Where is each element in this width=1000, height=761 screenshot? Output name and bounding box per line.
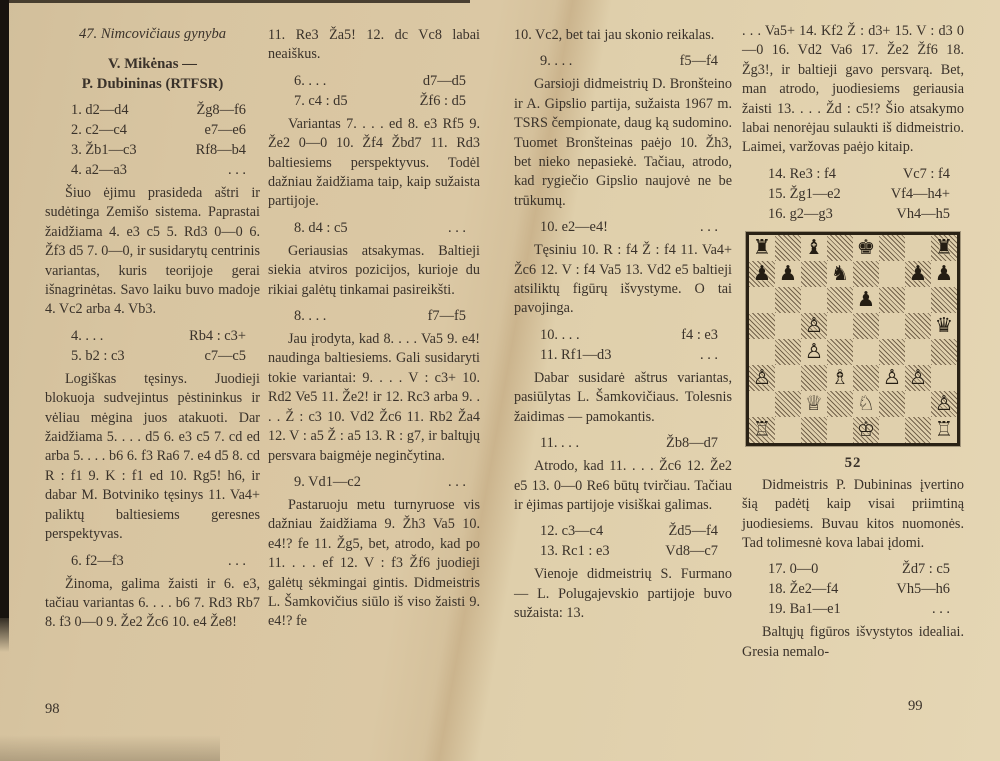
board-square: [749, 235, 775, 261]
board-square: [879, 417, 905, 443]
commentary-paragraph: Žinoma, galima žaisti ir 6. e3, tačiau variantas 6. . . . b6 7. Rd3 Rb7 8. f3 0—0 9. Že2 Žc6 10. e4 Že8!: [45, 575, 260, 631]
board-square: [775, 261, 801, 287]
black-piece: ♟: [856, 286, 876, 311]
move-row: 12. c3—c4 Žd5—f4: [540, 523, 718, 540]
board-square: [749, 391, 775, 417]
board-square: [775, 235, 801, 261]
commentary-paragraph: Vienoje didmeistrių S. Furmano — L. Polugajevskio partijoje buvo sužaista: 13.: [514, 566, 732, 622]
white-piece: ♔: [856, 416, 876, 441]
white-piece: ♖: [934, 416, 954, 441]
board-square: [853, 417, 879, 443]
commentary-paragraph: Atrodo, kad 11. . . . Žc6 12. Že2 e5 13. 0—0 Re6 būtų tvirčiau. Tačiau ir ėjimas partijoje visiškai galimas.: [514, 458, 732, 513]
commentary-paragraph: Garsioji didmeistrių D. Bronšteino ir A. Gipslio partija, sužaista 1967 m. TSRS čempionate, daug ką sudomino. Tuomet Bronšteinas paėjo 10. Žh3, bet nieko nepasiekė. Tačiau, atrodo, kad rygiečio Gipslio naujovė ne be trūkumų.: [514, 76, 732, 209]
board-square: [879, 235, 905, 261]
board-square: [801, 365, 827, 391]
white-piece: ♘: [856, 390, 876, 415]
board-square: [749, 339, 775, 365]
move-row: 9. . . . f5—f4: [540, 53, 718, 70]
board-square: [827, 339, 853, 365]
commentary-paragraph: . . . Va5+ 14. Kf2 Ž : d3+ 15. V : d3 0—0 16. Vd2 Va6 17. Že2 Žf6 18. Žg3!, ir baltieji gavo persvarą. Bet, man atrodo, juodiesiems geriausia žaisti 13. . . . Žd : c5!? Šio atsakymo labai nenorėjau sulaukti iš didmeistrio. Laimei, varžovas paėjo kitaip.: [742, 23, 964, 156]
page-number-right: 99: [908, 698, 923, 714]
move-row: 2. c2—c4 e7—e6: [71, 122, 246, 138]
moves-block: [514, 217, 732, 237]
black-piece: ♞: [830, 260, 850, 285]
moves-opening: [45, 100, 260, 180]
board-square: [749, 313, 775, 339]
commentary-paragraph: 11. Re3 Ža5! 12. dc Vc8 labai neaiškus.: [268, 27, 480, 63]
player-black: P. Dubininas (RTFSR): [81, 76, 224, 92]
moves-block: [514, 521, 732, 561]
board-square: [749, 365, 775, 391]
white-piece: ♙: [934, 390, 954, 415]
board-square: [827, 391, 853, 417]
board-square: [853, 313, 879, 339]
right-page-column-1: [514, 22, 732, 624]
board-square: [931, 391, 957, 417]
move-row: 10. e2—e4! . . .: [540, 219, 718, 236]
moves-block: [268, 71, 480, 111]
board-square: [827, 365, 853, 391]
black-piece: ♝: [804, 234, 824, 259]
board-square: [827, 287, 853, 313]
white-piece: ♙: [804, 338, 824, 363]
black-piece: ♚: [856, 234, 876, 259]
move-row: 18. Že2—f4 Vh5—h6: [768, 581, 950, 598]
board-square: [931, 365, 957, 391]
board-square: [905, 391, 931, 417]
white-piece: ♙: [752, 364, 772, 389]
black-piece: ♟: [908, 260, 928, 285]
board-square: [801, 313, 827, 339]
white-piece: ♗: [830, 364, 850, 389]
board-square: [801, 417, 827, 443]
move-row: 3. Žb1—c3 Rf8—b4: [71, 142, 246, 158]
white-piece: ♙: [804, 312, 824, 337]
moves-block: [45, 551, 260, 571]
board-square: [905, 287, 931, 313]
commentary-paragraph: Geriausias atsakymas. Baltieji siekia atviros pozicijos, kurioje du rikiai galėtų tinkamai pasireikšti.: [268, 242, 480, 298]
board-square: [905, 261, 931, 287]
moves-block: [268, 218, 480, 238]
moves-block: [742, 164, 964, 224]
moves-block: [514, 325, 732, 365]
board-square: [931, 339, 957, 365]
commentary-paragraph: Dabar susidarė aštrus variantas, pasiūlytas L. Šamkovičiaus. Tolesnis žaidimas — pamokantis.: [514, 369, 732, 425]
black-piece: ♛: [934, 312, 954, 337]
move-row: 7. c4 : d5 Žf6 : d5: [294, 92, 466, 109]
board-square: [853, 261, 879, 287]
board-square: [905, 417, 931, 443]
commentary-paragraph: Variantas 7. . . . ed 8. e3 Rf5 9. Že2 0—0 10. Žf4 Žbd7 11. Rd3 baltiesiems perspektyvus. Todėl dažniau žaidžiama taip, kaip sužaista partijoje.: [268, 115, 480, 210]
diagram-caption: 52: [844, 454, 862, 471]
moves-block: [514, 51, 732, 71]
right-page-column-2: [742, 18, 964, 662]
board-square: [853, 391, 879, 417]
board-square: [853, 365, 879, 391]
move-row: 11. Rf1—d3 . . .: [540, 346, 718, 363]
board-square: [879, 339, 905, 365]
black-piece: ♟: [752, 260, 772, 285]
chess-board: [746, 232, 960, 446]
black-piece: ♜: [934, 234, 954, 259]
board-square: [801, 391, 827, 417]
move-row: 1. d2—d4 Žg8—f6: [71, 102, 246, 118]
board-square: [775, 313, 801, 339]
black-piece: ♜: [752, 234, 772, 259]
left-page-column-1: [45, 26, 260, 633]
board-square: [853, 339, 879, 365]
chapter-heading: 47. Nimcovičiaus gynyba: [78, 26, 227, 42]
move-row: 8. d4 : c5 . . .: [294, 219, 466, 236]
board-square: [827, 313, 853, 339]
move-row: 17. 0—0 Žd7 : c5: [768, 561, 950, 578]
board-square: [931, 261, 957, 287]
move-row: 10. . . . f4 : e3: [540, 326, 718, 343]
board-square: [775, 365, 801, 391]
commentary-paragraph: Logiškas tęsinys. Juodieji blokuoja sudvejintus pėstininkus ir vėliau mėgina juos atakuoti. Dar žaidžiama 5. . . . d5 6. e3 c5 7. cd ed arba 5. . . . b6 6. f3 Ra6 7. e4 d5 8. cd R : f1 9. K : f1 ed 10. Rg5! h6, ir dabar M. Botviniko tęsinys 11. Va4+ paliktų baltiesiems geresnes perspektyvas.: [45, 370, 260, 543]
board-square: [801, 261, 827, 287]
board-square: [879, 365, 905, 391]
board-square: [827, 235, 853, 261]
board-square: [801, 235, 827, 261]
board-square: [905, 339, 931, 365]
white-piece: ♙: [882, 364, 902, 389]
board-square: [905, 235, 931, 261]
scan-left-edge-fade: [0, 612, 9, 652]
move-row: 6. . . . d7—d5: [294, 72, 466, 89]
move-row: 11. . . . Žb8—d7: [540, 435, 718, 452]
player-white: V. Mikėnas —: [108, 56, 197, 72]
commentary-paragraph: Tęsiniu 10. R : f4 Ž : f4 11. Va4+ Žc6 12. V : f4 Va5 13. Vd2 e5 baltieji atsiliktų figūrų išvystyme. O tai pavojinga.: [514, 242, 732, 317]
move-row: 4. . . . Rb4 : c3+: [71, 327, 246, 344]
board-square: [931, 235, 957, 261]
scan-corner-shadow: [0, 735, 220, 761]
board-square: [853, 287, 879, 313]
move-row: 16. g2—g3 Vh4—h5: [768, 205, 950, 222]
board-square: [775, 417, 801, 443]
moves-block: [45, 326, 260, 366]
commentary-paragraph: Šiuo ėjimu prasideda aštri ir sudėtinga Zemišo sistema. Paprastai žaidžiama 4. e3 c5 5. Rd3 0—0 6. Žf3 d5 7. 0—0, ir susidarytų centrinis variantas, kuris teorijoje gerai išnagrinėtas. Savo laiku buvo madoje 4. Vc2 arba 4. Vb3.: [45, 185, 260, 318]
board-square: [775, 339, 801, 365]
moves-block: [514, 433, 732, 453]
white-piece: ♖: [752, 416, 772, 441]
board-square: [931, 313, 957, 339]
board-square: [775, 391, 801, 417]
move-row: 8. . . . f7—f5: [294, 308, 466, 325]
left-page-column-2: [268, 22, 480, 632]
board-square: [931, 287, 957, 313]
board-square: [879, 313, 905, 339]
board-square: [931, 417, 957, 443]
scan-left-edge: [0, 0, 9, 618]
board-square: [827, 417, 853, 443]
move-row: 5. b2 : c3 c7—c5: [71, 347, 246, 364]
board-square: [749, 261, 775, 287]
board-square: [749, 287, 775, 313]
white-piece: ♕: [804, 390, 824, 415]
black-piece: ♟: [778, 260, 798, 285]
move-row: 4. a2—a3 . . .: [71, 162, 246, 178]
board-square: [905, 313, 931, 339]
board-square: [879, 261, 905, 287]
board-square: [801, 287, 827, 313]
board-square: [801, 339, 827, 365]
board-square: [879, 391, 905, 417]
board-square: [905, 365, 931, 391]
moves-block: [742, 559, 964, 619]
chess-diagram: [742, 232, 964, 472]
moves-block: [268, 306, 480, 326]
commentary-paragraph: 10. Vc2, bet tai jau skonio reikalas.: [514, 27, 715, 43]
move-row: 15. Žg1—e2 Vf4—h4+: [768, 185, 950, 202]
move-row: 19. Ba1—e1 . . .: [768, 601, 950, 618]
black-piece: ♟: [934, 260, 954, 285]
players-heading: [45, 54, 260, 94]
commentary-paragraph: Pastaruoju metu turnyruose vis dažniau žaidžiama 9. Žh3 Va5 10. e4!? fe 11. Žg5, bet, atrodo, kad po 11. . . . ef 12. V : f3 Žf6 juodieji galėtų sėkmingai gintis. Didmeistris L. Šamkovičius siūlo iš viso žaisti 9. e4!? fe: [268, 496, 480, 630]
move-row: 14. Re3 : f4 Vc7 : f4: [768, 165, 950, 182]
board-square: [749, 417, 775, 443]
board-square: [853, 235, 879, 261]
commentary-paragraph: Didmeistris P. Dubininas įvertino šią padėtį kaip visai priimtiną juodiesiems. Buvau kitos nuomonės. Tad tolimesnė kova labai įdomi.: [742, 476, 964, 552]
move-row: 6. f2—f3 . . .: [71, 552, 246, 569]
moves-block: [268, 472, 480, 492]
board-square: [827, 261, 853, 287]
board-square: [879, 287, 905, 313]
board-square: [775, 287, 801, 313]
move-row: 9. Vd1—c2 . . .: [294, 473, 466, 490]
white-piece: ♙: [908, 364, 928, 389]
commentary-paragraph: Baltųjų figūros išvystytos idealiai. Gresia nemalo-: [742, 624, 964, 660]
move-row: 13. Rc1 : e3 Vd8—c7: [540, 543, 718, 560]
commentary-paragraph: Jau įrodyta, kad 8. . . . Va5 9. e4! naudinga baltiesiems. Gali susidaryti tokie variantai: 9. . . . V : c3+ 10. Rd2 Ve5 11. Že2! ir 12. Rc3 arba 9. . . . Ž : c3 10. Vd2 Žc6 11. Rb2 Ža4 12. V : a5 Ž : a5 13. R : g7, ir baltųjų persvara baigmėje neginčytina.: [268, 331, 480, 464]
scan-top-edge: [0, 0, 470, 3]
page-number-left: 98: [45, 701, 60, 717]
